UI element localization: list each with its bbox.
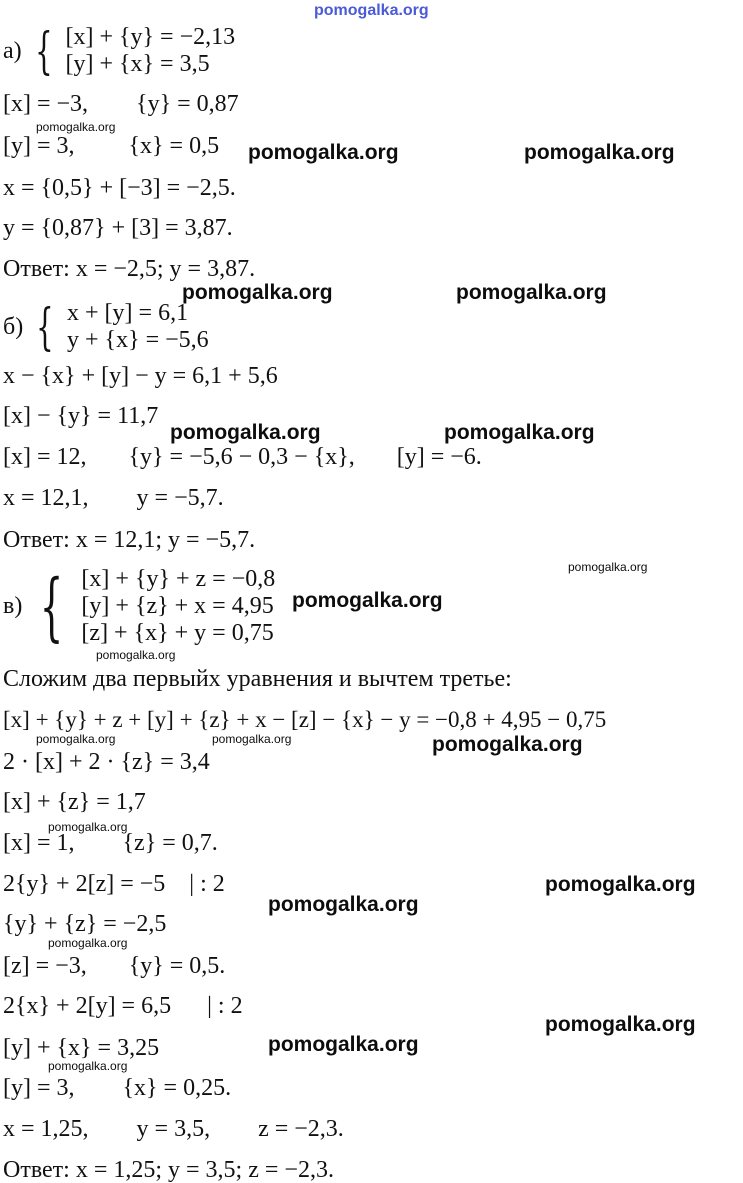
watermark: pomogalka.org [248,141,399,164]
line-a-1: [x] = −3, {y} = 0,87 [3,91,239,117]
label-c: в) [3,593,23,619]
watermark: pomogalka.org [182,281,333,304]
answer-a: Ответ: x = −2,5; y = 3,87. [3,256,256,282]
line-c-8: [z] = −3, {y} = 0,5. [3,953,226,979]
watermark-small: pomogalka.org [48,936,128,950]
line-b-2: [x] − {y} = 11,7 [3,403,159,429]
line-c-2: [x] + {y} + z + [y] + {z} + x − [z] − {x} − y = −0,8 + 4,95 − 0,75 [3,707,607,732]
watermark: pomogalka.org [545,873,696,896]
system-b-eq1: x + [y] = 6,1 [67,300,189,326]
watermark-small: pomogalka.org [36,732,116,746]
system-a-eq2: [y] + {x} = 3,5 [65,51,210,77]
brace-icon: { [34,22,53,80]
watermark-small: pomogalka.org [36,120,116,134]
brace-icon: { [40,563,64,650]
line-c-1: Сложим два первыйх уравнения и вычтем третье: [3,666,512,692]
watermark: pomogalka.org [524,141,675,164]
system-c-eq3: [z] + {x} + y = 0,75 [81,620,274,646]
line-c-11: [y] = 3, {x} = 0,25. [3,1075,232,1101]
brace-icon: { [36,298,54,356]
watermark-top: pomogalka.org [314,2,429,19]
watermark: pomogalka.org [456,281,607,304]
watermark-small: pomogalka.org [96,648,176,662]
system-a [3,24,235,78]
system-a-eq1: [x] + {y} = −2,13 [65,24,236,50]
line-a-2: [y] = 3, {x} = 0,5 [3,133,220,159]
line-a-3: x = {0,5} + [−3] = −2,5. [3,175,236,201]
answer-b: Ответ: x = 12,1; y = −5,7. [3,527,256,553]
watermark: pomogalka.org [268,893,419,916]
watermark: pomogalka.org [444,421,595,444]
watermark: pomogalka.org [170,421,321,444]
watermark-small: pomogalka.org [568,560,648,574]
watermark: pomogalka.org [545,1013,696,1036]
line-b-3: [x] = 12, {y} = −5,6 − 0,3 − {x}, [y] = −6. [3,444,482,470]
answer-c: Ответ: x = 1,25; y = 3,5; z = −2,3. [3,1157,334,1183]
watermark: pomogalka.org [268,1033,419,1056]
line-b-1: x − {x} + [y] − y = 6,1 + 5,6 [3,363,278,389]
label-a: а) [3,37,22,64]
system-c [3,563,276,650]
line-b-4: x = 12,1, y = −5,7. [3,485,224,511]
line-c-7: {y} + {z} = −2,5 [3,911,167,937]
line-a-4: y = {0,87} + [3] = 3,87. [3,215,233,241]
label-b: б) [3,313,24,340]
line-c-10: [y] + {x} = 3,25 [3,1035,160,1061]
watermark: pomogalka.org [292,589,443,612]
system-c-eq1: [x] + {y} + z = −0,8 [81,566,276,592]
watermark-small: pomogalka.org [48,1059,128,1073]
line-c-5: [x] = 1, {z} = 0,7. [3,830,218,856]
watermark-small: pomogalka.org [48,820,128,834]
line-c-3: 2 · [x] + 2 · {z} = 3,4 [3,749,210,775]
line-c-4: [x] + {z} = 1,7 [3,789,146,815]
system-b [3,300,209,354]
line-c-6: 2{y} + 2[z] = −5 | : 2 [3,871,225,897]
watermark: pomogalka.org [432,733,583,756]
line-c-12: x = 1,25, y = 3,5, z = −2,3. [3,1116,344,1142]
system-b-eq2: y + {x} = −5,6 [67,327,209,353]
system-c-eq2: [y] + {z} + x = 4,95 [81,593,274,619]
line-c-9: 2{x} + 2[y] = 6,5 | : 2 [3,993,243,1019]
watermark-small: pomogalka.org [212,732,292,746]
